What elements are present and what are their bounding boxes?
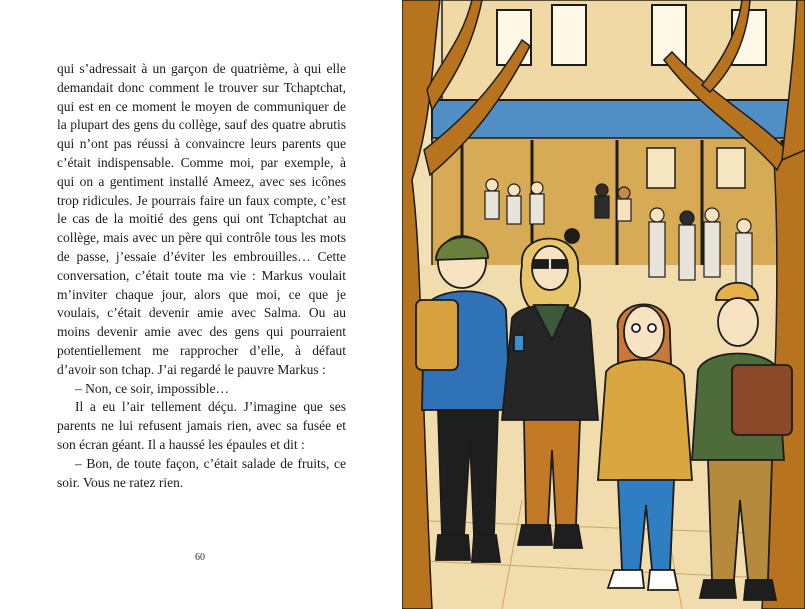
illustration [402, 0, 805, 609]
paragraph-2: – Non, ce soir, impossible… [75, 380, 229, 396]
body-text [57, 60, 346, 492]
paragraph-4: – Bon, de toute façon, c’était salade de fruits, ce soir. Vous ne ratez rien. [57, 455, 346, 490]
paragraph-3: Il a eu l’air tellement déçu. J’imagine que ses parents ne lui refusent jamais rien, avec sa fusée et son écran géant. Il a haussé les épaules et dit : [57, 399, 346, 452]
paragraph-1: qui s’adressait à un garçon de quatrième, à qui elle demandait donc comment le trouver sur Tchaptchat, qui est en ce moment le moyen de communiquer de la plupart des gens du collège, sauf des quatre abrutis qui n’ont pas réussi à convaincre leurs parents que c’était indispensable. Comme moi, par exemple, à qui on a gentiment installé Ameez, avec ses icônes trop ridicules. Je pourrais faire un faux compte, c’est le cas de la moitié des gens qui ont Tchaptchat au collège, mais avec un père qui contrôle tous les mots de passe, j’essaie d’éviter les embrouilles… Cette conversation, c’était toute ma vie : Markus voulait m’inviter chaque jour, alors que moi, ce que je voulais, c’était devenir amie avec Salma. Ou au moins devenir amie avec des gens qui pourraient potentiellement me rapprocher d’elle, à défaut d’avoir son tchap. J’ai regardé le pauvre Markus : [57, 61, 346, 377]
page-number: 60 [195, 552, 205, 563]
schoolyard-illustration [402, 0, 805, 609]
text-page [0, 0, 400, 609]
